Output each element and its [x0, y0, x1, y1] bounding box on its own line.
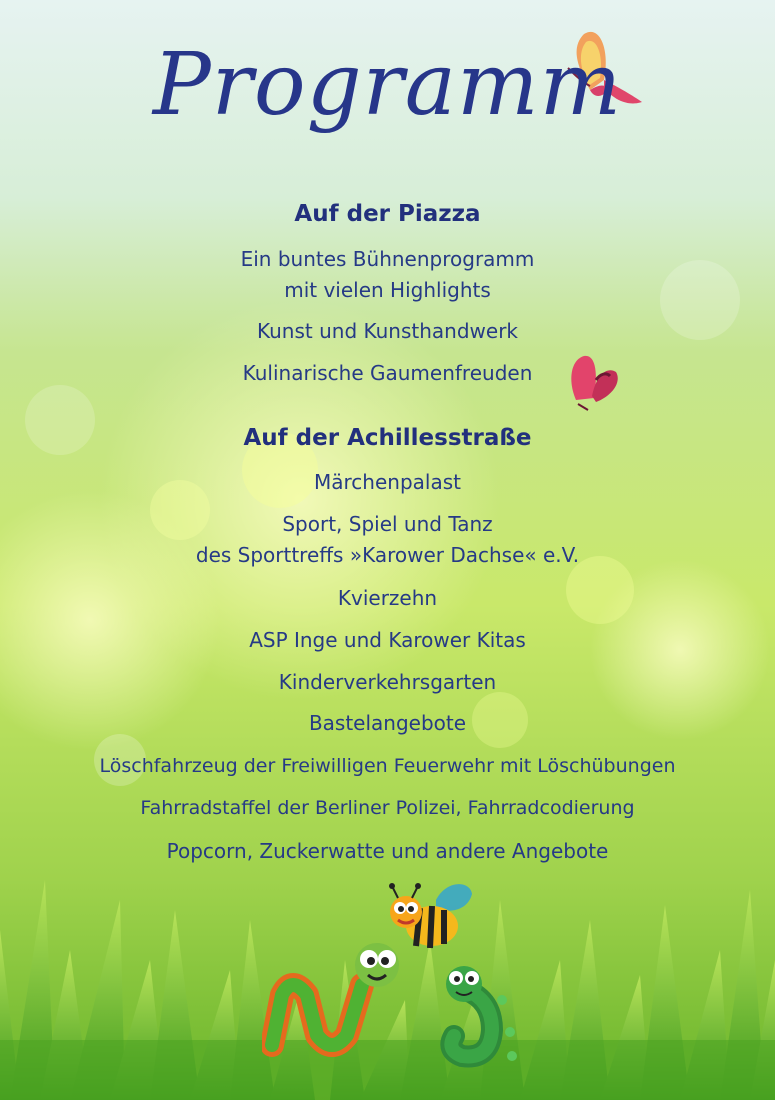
caterpillar-icon	[432, 960, 532, 1070]
worm-icon	[262, 935, 412, 1060]
program-item: Ein buntes Bühnenprogramm	[240, 247, 535, 271]
program-item: Kvierzehn	[337, 586, 438, 610]
program-item: Löschfahrzeug der Freiwilligen Feuerwehr mit Löschübungen	[99, 755, 676, 777]
program-item: Kinderverkehrsgarten	[278, 670, 497, 694]
program-item: ASP Inge und Karower Kitas	[249, 628, 526, 652]
program-item: Märchenpalast	[314, 470, 461, 494]
program-item: Fahrradstaffel der Berliner Polizei, Fahrradcodierung	[140, 797, 635, 819]
program-item: Kulinarische Gaumenfreuden	[242, 361, 533, 385]
page-title: Programm	[152, 35, 623, 135]
section-heading-achillesstrasse: Auf der Achillesstraße	[243, 425, 532, 451]
program-item: mit vielen Highlights	[284, 278, 491, 302]
program-item: Bastelangebote	[308, 711, 467, 735]
section-heading-piazza: Auf der Piazza	[294, 201, 481, 227]
program-item: Popcorn, Zuckerwatte und andere Angebote	[166, 839, 609, 863]
program-item: Sport, Spiel und Tanz	[282, 512, 493, 536]
program-item: des Sporttreffs »Karower Dachse« e.V.	[195, 543, 580, 567]
program-item: Kunst und Kunsthandwerk	[257, 319, 518, 343]
